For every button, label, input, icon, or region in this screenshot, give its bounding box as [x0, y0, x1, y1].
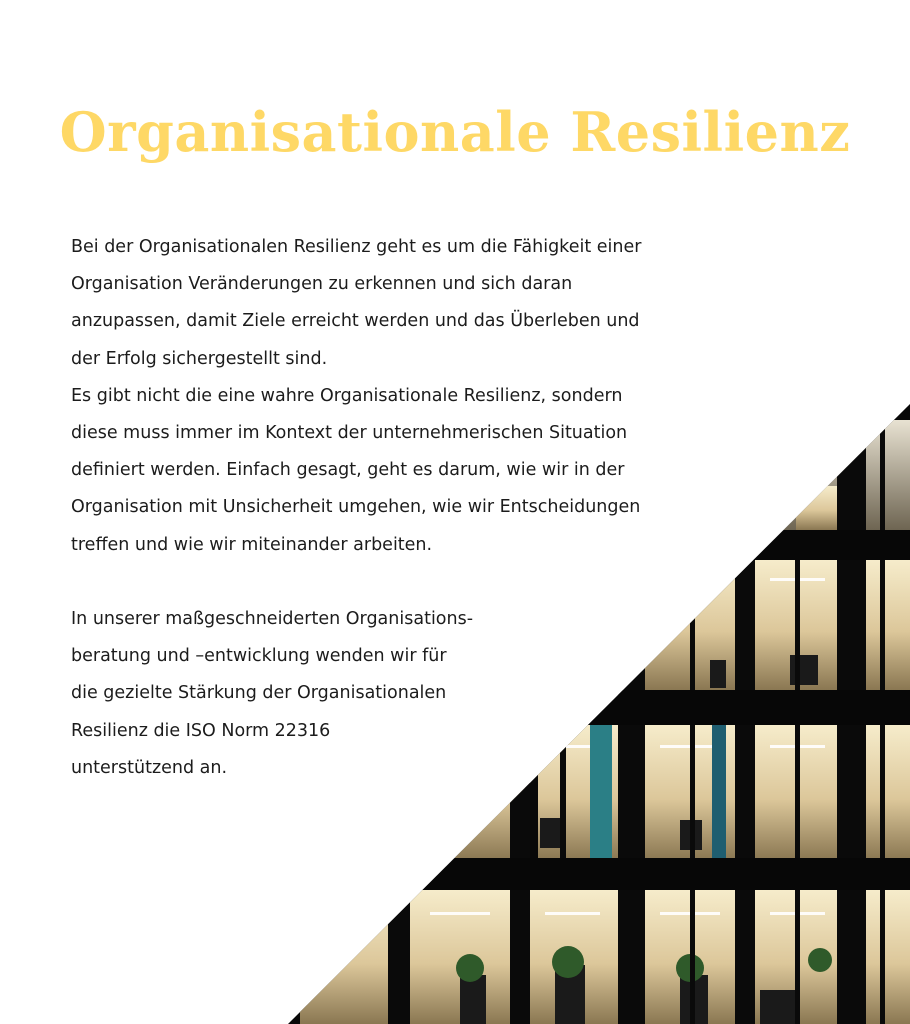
text-line: Organisation mit Unsicherheit umgehen, wie wir Entscheidungen [71, 497, 641, 518]
text-line: diese muss immer im Kontext der unternehmerischen Situation [71, 423, 628, 444]
text-line: beratung und –entwicklung wenden wir für [71, 646, 447, 667]
paragraph-spacer [71, 564, 771, 601]
intro-text [71, 229, 771, 787]
text-line: Resilienz die ISO Norm 22316 [71, 720, 331, 741]
text-line: Es gibt nicht die eine wahre Organisationale Resilienz, sondern [71, 385, 623, 406]
text-line: der Erfolg sichergestellt sind. [71, 348, 328, 369]
text-line: Bei der Organisationalen Resilienz geht es um die Fähigkeit einer [71, 237, 642, 257]
page-title: Organisationale Resilienz [59, 100, 851, 164]
text-line: anzupassen, damit Ziele erreicht werden und das Überleben und [71, 311, 640, 332]
text-line: treffen und wie wir miteinander arbeiten. [71, 534, 433, 555]
text-line: unterstützend an. [71, 757, 228, 778]
text-line: die gezielte Stärkung der Organisationalen [71, 683, 447, 704]
text-line: In unserer maßgeschneiderten Organisations- [71, 609, 474, 630]
text-line: definiert werden. Einfach gesagt, geht es darum, wie wir in der [71, 460, 625, 481]
text-line: Organisation Veränderungen zu erkennen und sich daran [71, 274, 573, 295]
